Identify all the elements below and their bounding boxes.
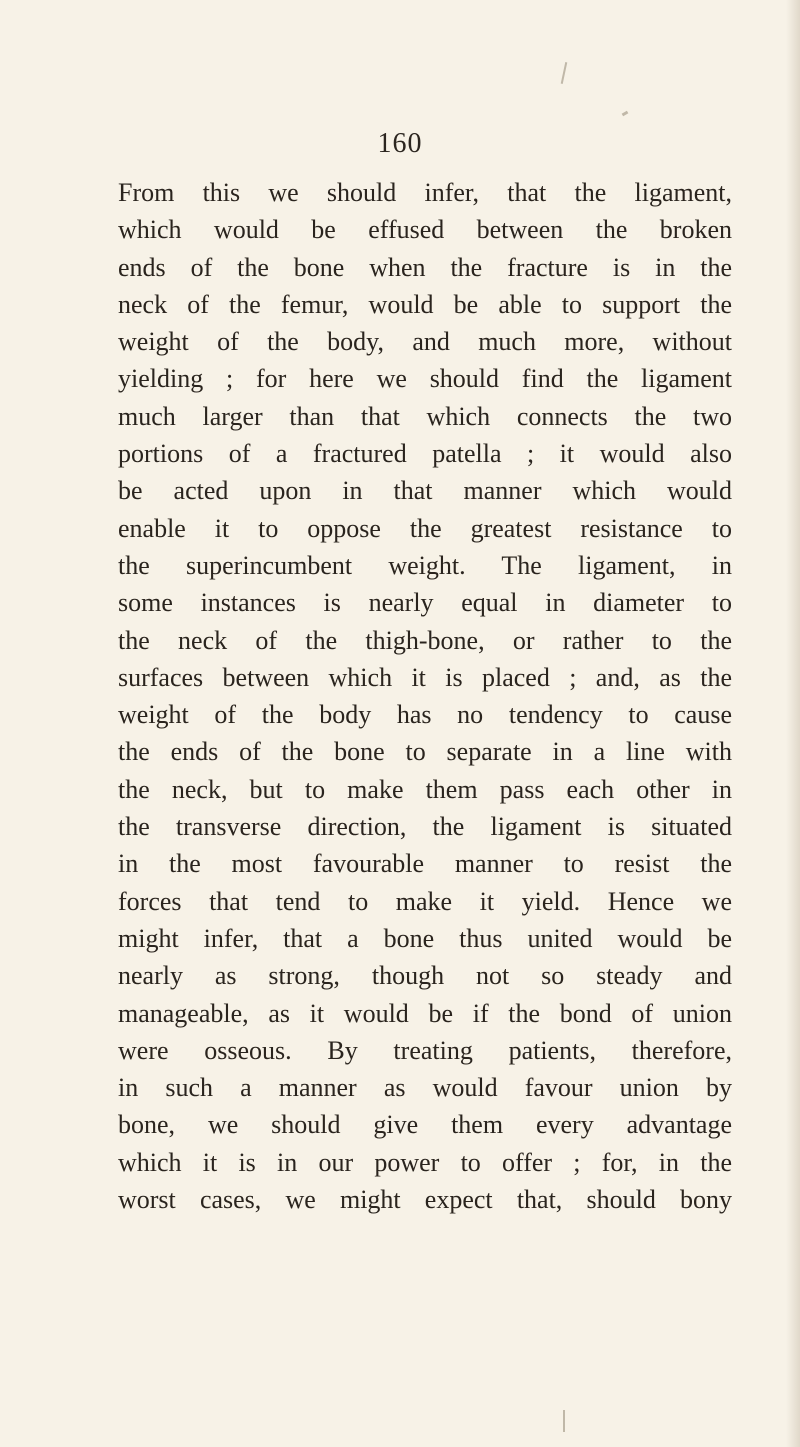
paper-speck [563,1410,565,1432]
text-line: in such a manner as would favour union by [118,1073,732,1103]
text-line: neck of the femur, would be able to support the [118,289,732,319]
text-line: in the most favourable manner to resist the [118,849,732,879]
text-line: enable it to oppose the greatest resistance to [118,513,732,543]
text-line: much larger than that which connects the two [118,401,732,431]
page-number: 160 [377,128,423,159]
text-line: might infer, that a bone thus united would be [118,923,732,953]
body-text [118,174,732,1218]
text-line: be acted upon in that manner which would [118,476,732,506]
text-line: which it is in our power to offer ; for, in the [118,1147,732,1177]
text-line: worst cases, we might expect that, should bony [118,1185,732,1215]
text-line: the neck, but to make them pass each other in [118,774,732,804]
text-line: portions of a fractured patella ; it would also [118,439,732,469]
text-line: some instances is nearly equal in diameter to [118,588,732,618]
text-line: yielding ; for here we should find the ligament [118,364,732,394]
text-line: ends of the bone when the fracture is in the [118,252,732,282]
text-line: nearly as strong, though not so steady and [118,961,732,991]
text-line: From this we should infer, that the ligament, [118,178,732,207]
text-line: weight of the body has no tendency to cause [118,700,732,730]
text-line: forces that tend to make it yield. Hence we [118,886,732,916]
text-line: the ends of the bone to separate in a line with [118,737,732,767]
paper-speck [561,62,568,84]
text-line: the superincumbent weight. The ligament, in [118,550,732,580]
text-line: bone, we should give them every advantage [118,1110,732,1140]
text-line: manageable, as it would be if the bond of union [118,998,732,1028]
text-line: the transverse direction, the ligament is situated [118,812,732,842]
text-line: were osseous. By treating patients, therefore, [118,1035,732,1065]
text-line: the neck of the thigh-bone, or rather to the [118,625,732,655]
paper-speck [622,111,629,117]
text-line: weight of the body, and much more, without [118,327,732,357]
page-edge-shadow [786,0,800,1447]
text-line: which would be effused between the broken [118,215,732,245]
text-line: surfaces between which it is placed ; and, as the [118,662,732,692]
